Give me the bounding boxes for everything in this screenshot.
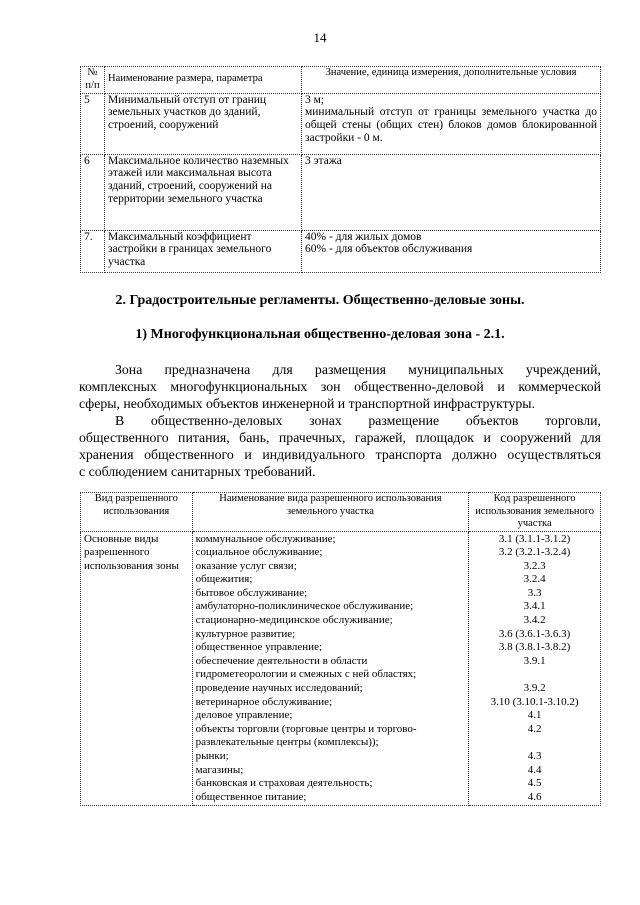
paragraph-line: комплексных многофункциональных зон общественно-деловой и коммерческой <box>79 379 601 394</box>
row-value-line: 3 этажа <box>305 154 342 167</box>
table-header-row <box>81 493 601 532</box>
header-use-name: Наименование вида разрешенного использования земельного участка <box>192 493 469 532</box>
paragraph-line: хранения общественного и индивидуального транспорта должно осуществляться <box>79 447 601 462</box>
row-num: 5 <box>81 93 105 154</box>
row-parameter: Максимальное количество наземных этажей или максимальная высота зданий, строений, сооружений на территории земельного участка <box>105 154 302 230</box>
table-row <box>81 531 601 806</box>
paragraph-line: сферы, необходимых объектов инженерной и транспортной инфраструктуры. <box>79 396 536 411</box>
header-parameter: Наименование размера, параметра <box>105 67 302 94</box>
row-value <box>302 93 601 154</box>
table-row <box>81 154 601 230</box>
subsection-heading: 1) Многофункциональная общественно-деловая зона - 2.1. <box>135 327 505 342</box>
paragraph-line: В общественно-деловых зонах размещение объектов торговли, <box>115 413 601 428</box>
paragraph-zone-purpose <box>79 361 601 412</box>
row-num: 7. <box>81 230 105 272</box>
row-value-line: 3 м; <box>305 93 325 106</box>
paragraph-requirements <box>79 412 601 480</box>
header-value: Значение, единица измерения, дополнительные условия <box>302 67 601 94</box>
row-value-line: 60% - для объектов обслуживания <box>305 243 473 256</box>
row-value <box>302 230 601 272</box>
row-parameter: Максимальный коэффициент застройки в границах земельного участка <box>105 230 302 272</box>
header-num: № п/п <box>81 67 105 94</box>
permitted-use-table <box>80 492 601 806</box>
row-parameter: Минимальный отступ от границ земельных участков до зданий, строений, сооружений <box>105 93 302 154</box>
table-header-row <box>81 67 601 94</box>
row-value <box>302 154 601 230</box>
row-num: 6 <box>81 154 105 230</box>
table-row <box>81 230 601 272</box>
header-use-kind: Вид разрешенного использования <box>81 493 193 532</box>
row-value-line: минимальный отступ от границы земельного участка до общей стены (общих стен) блоков домов блокированной застройки - 0 м. <box>305 106 597 144</box>
header-use-code: Код разрешенного использования земельного участка <box>469 493 601 532</box>
paragraph-line: общественного питания, бань, прачечных, гаражей, площадок и сооружений для <box>79 430 601 445</box>
use-codes-cell: 3.1 (3.1.1-3.1.2) 3.2 (3.2.1-3.2.4) 3.2.3 3.2.4 3.3 3.4.1 3.4.2 3.6 (3.6.1-3.6.3) 3.8 (3.8.1-3.8.2) 3.9.1 3.9.2 3.10 (3.10.1-3.10.2) 4.1 4.2 4.3 4.4 4.5 4.6 <box>469 531 601 806</box>
paragraph-line: Зона предназначена для размещения муниципальных учреждений, <box>115 362 601 377</box>
page-number: 14 <box>313 30 327 45</box>
parameters-table <box>80 66 601 273</box>
use-kind-cell: Основные виды разрешенного использования зоны <box>81 531 193 806</box>
section-heading: 2. Градостроительные регламенты. Общественно-деловые зоны. <box>115 293 525 308</box>
paragraph-line: с соблюдением санитарных требований. <box>79 464 316 479</box>
table-row <box>81 93 601 154</box>
row-value-line: 40% - для жилых домов <box>305 230 422 243</box>
use-names-cell: коммунальное обслуживание; социальное обслуживание; оказание услуг связи; общежития; бытовое обслуживание; амбулаторно-поликлиническое обслуживание; стационарно-медицинское обслуживание; культурное развитие; общественное управление; обеспечение деятельности в области гидрометеорологии и смежных с ней областях; проведение научных исследований; ветеринарное обслуживание; деловое управление; объекты торговли (торговые центры и торгово- развлекательные центры (комплексы)); рынки; магазины; банковская и страховая деятельность; общественное питание; <box>192 531 469 806</box>
